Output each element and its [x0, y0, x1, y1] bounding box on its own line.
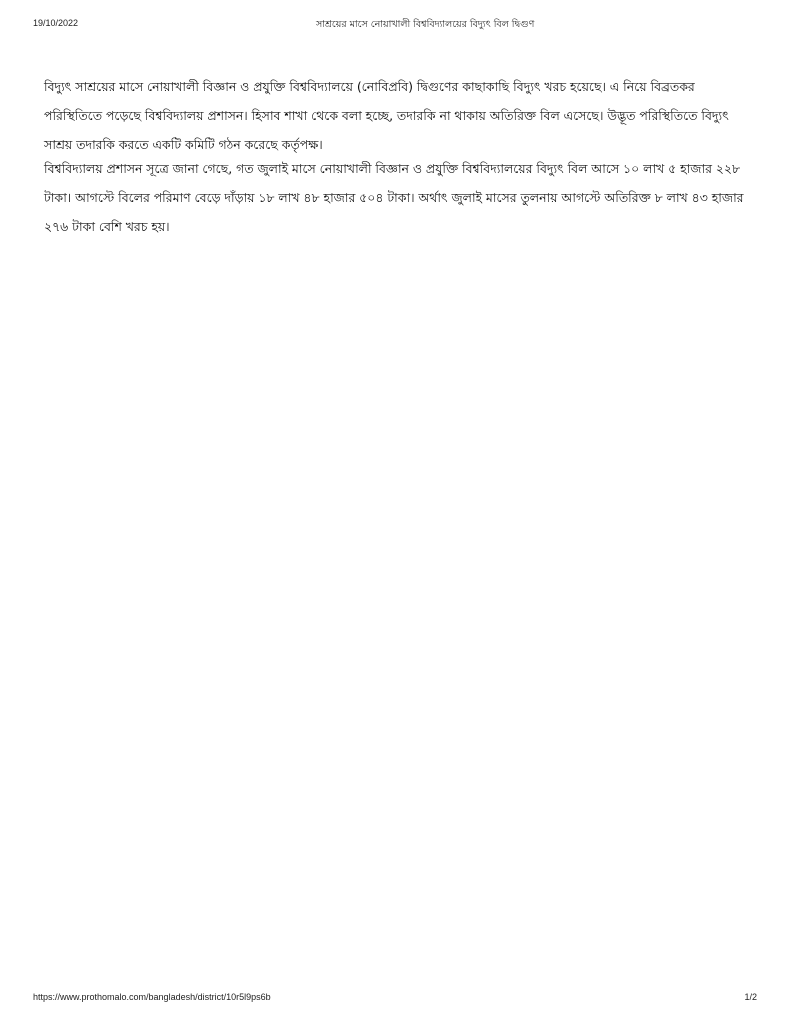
page-header-title: সাশ্রয়ের মাসে নোয়াখালী বিশ্ববিদ্যালয়ের বিদ্যুৎ বিল দ্বিগুণ [316, 19, 535, 30]
article-paragraph-2: বিশ্ববিদ্যালয় প্রশাসন সূত্রে জানা গেছে, গত জুলাই মাসে নোয়াখালী বিজ্ঞান ও প্রযুক্তি বিশ্ববিদ্যালয়ের বিদ্যুৎ বিল আসে ১০ লাখ ৫ হাজার ২২৮ টাকা। আগস্টে বিলের পরিমাণ বেড়ে দাঁড়ায় ১৮ লাখ ৪৮ হাজার ৫০৪ টাকা। অর্থাৎ জুলাই মাসের তুলনায় আগস্টে অতিরিক্ত ৮ লাখ ৪৩ হাজার ২৭৬ টাকা বেশি খরচ হয়। [44, 161, 744, 234]
page-number: 1/2 [744, 992, 757, 1002]
article-body [44, 72, 750, 241]
article-paragraph-1: বিদ্যুৎ সাশ্রয়ের মাসে নোয়াখালী বিজ্ঞান ও প্রযুক্তি বিশ্ববিদ্যালয়ে (নোবিপ্রবি) দ্বিগুণের কাছাকাছি বিদ্যুৎ খরচ হয়েছে। এ নিয়ে বিব্রতকর পরিস্থিতিতে পড়েছে বিশ্ববিদ্যালয় প্রশাসন। হিসাব শাখা থেকে বলা হচ্ছে, তদারকি না থাকায় অতিরিক্ত বিল এসেছে। উদ্ভূত পরিস্থিতিতে বিদ্যুৎ সাশ্রয় তদারকি করতে একটি কমিটি গঠন করেছে কর্তৃপক্ষ। [44, 79, 729, 152]
footer-source-url: https://www.prothomalo.com/bangladesh/district/10r5l9ps6b [33, 992, 271, 1002]
print-date: 19/10/2022 [33, 18, 79, 28]
